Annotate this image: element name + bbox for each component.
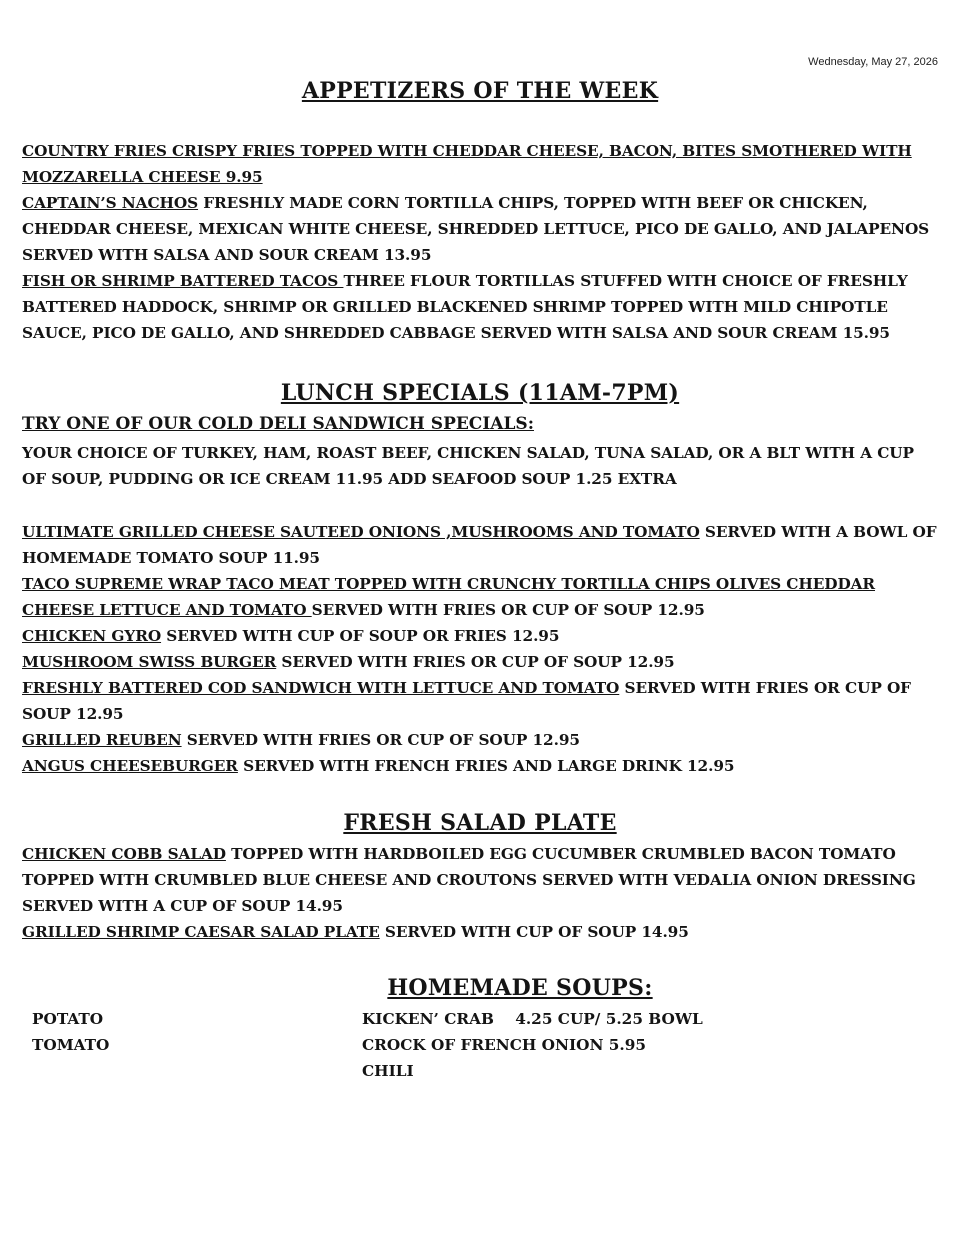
soup-row <box>22 1032 937 1058</box>
deli-heading: TRY ONE OF OUR COLD DELI SANDWICH SPECIALS: <box>22 414 534 434</box>
appetizer-item-desc: THREE FLOUR TORTILLAS STUFFED WITH CHOICE OF FRESHLY BATTERED HADDOCK, SHRIMP OR GRILLED BLACKENED SHRIMP TOPPED WITH MILD CHIPOTLE SAUCE, PICO DE GALLO, AND SHREDDED CABBAGE SERVED WITH SALSA AND SOUR CREAM 15.95 <box>22 272 908 342</box>
soup-item: TOMATO <box>32 1036 110 1054</box>
salad-list <box>22 841 937 945</box>
soup-item: CROCK OF FRENCH ONION 5.95 <box>362 1036 647 1054</box>
deli-text: YOUR CHOICE OF TURKEY, HAM, ROAST BEEF, CHICKEN SALAD, TUNA SALAD, OR A BLT WITH A CUP OF SOUP, PUDDING OR ICE CREAM 11.95 ADD SEAFOOD SOUP 1.25 EXTRA <box>22 444 914 488</box>
lunch-list <box>22 519 937 779</box>
soup-item: KICKEN’ CRAB 4.25 CUP/ 5.25 BOWL <box>362 1010 703 1028</box>
soup-row <box>22 1058 937 1084</box>
soups-title: HOMEMADE SOUPS: <box>387 975 653 1001</box>
lunch-item-name: ULTIMATE GRILLED CHEESE SAUTEED ONIONS ,MUSHROOMS AND TOMATO <box>22 523 700 541</box>
lunch-item-desc: SERVED WITH FRIES OR CUP OF SOUP 12.95 <box>311 601 705 619</box>
date-stamp: Wednesday, May 27, 2026 <box>808 56 938 68</box>
lunch-item-name: TACO SUPREME WRAP TACO MEAT TOPPED WITH CRUNCHY TORTILLA CHIPS OLIVES CHEDDAR CHEESE LETTUCE AND TOMATO <box>22 575 876 619</box>
lunch-item-desc: SERVED WITH A BOWL OF HOMEMADE TOMATO SOUP 11.95 <box>22 523 937 567</box>
appetizers-list <box>22 138 937 346</box>
salad-item-desc: SERVED WITH CUP OF SOUP 14.95 <box>379 923 689 941</box>
lunch-item-name: ANGUS CHEESEBURGER <box>22 757 238 775</box>
appetizers-title: APPETIZERS OF THE WEEK <box>301 78 659 104</box>
soup-row <box>22 1006 937 1032</box>
soups-list <box>22 1006 937 1084</box>
lunch-item-desc: SERVED WITH FRENCH FRIES AND LARGE DRINK 12.95 <box>237 757 735 775</box>
soup-item: POTATO <box>32 1010 104 1028</box>
lunch-item-desc: SERVED WITH FRIES OR CUP OF SOUP 12.95 <box>22 679 911 723</box>
lunch-item-name: CHICKEN GYRO <box>22 627 162 645</box>
lunch-item-name: MUSHROOM SWISS BURGER <box>22 653 277 671</box>
lunch-item-name: GRILLED REUBEN <box>22 731 182 749</box>
appetizer-item-desc: FRESHLY MADE CORN TORTILLA CHIPS, TOPPED WITH BEEF OR CHICKEN, CHEDDAR CHEESE, MEXICAN WHITE CHEESE, SHREDDED LETTUCE, PICO DE GALLO, AND JALAPENOS SERVED WITH SALSA AND SOUR CREAM 13.95 <box>22 194 930 264</box>
appetizer-item-name: COUNTRY FRIES CRISPY FRIES TOPPED WITH CHEDDAR CHEESE, BACON, BITES SMOTHERED WITH MOZZARELLA CHEESE 9.95 <box>22 142 912 186</box>
salad-item-desc: TOPPED WITH HARDBOILED EGG CUCUMBER CRUMBLED BACON TOMATO TOPPED WITH CRUMBLED BLUE CHEESE AND CROUTONS SERVED WITH VEDALIA ONION DRESSING SERVED WITH A CUP OF SOUP 14.95 <box>22 845 916 915</box>
appetizer-item-name: CAPTAIN’S NACHOS <box>22 194 199 212</box>
lunch-item-desc: SERVED WITH CUP OF SOUP OR FRIES 12.95 <box>161 627 560 645</box>
appetizer-item-name: FISH OR SHRIMP BATTERED TACOS <box>22 272 344 290</box>
lunch-item-desc: SERVED WITH FRIES OR CUP OF SOUP 12.95 <box>276 653 675 671</box>
salad-item-name: GRILLED SHRIMP CAESAR SALAD PLATE <box>22 923 380 941</box>
lunch-title: LUNCH SPECIALS (11AM-7PM) <box>280 380 680 406</box>
soup-item: CHILI <box>362 1062 414 1080</box>
salad-title: FRESH SALAD PLATE <box>343 810 617 836</box>
lunch-item-desc: SERVED WITH FRIES OR CUP OF SOUP 12.95 <box>181 731 580 749</box>
salad-item-name: CHICKEN COBB SALAD <box>22 845 226 863</box>
lunch-item-name: FRESHLY BATTERED COD SANDWICH WITH LETTUCE AND TOMATO <box>22 679 620 697</box>
